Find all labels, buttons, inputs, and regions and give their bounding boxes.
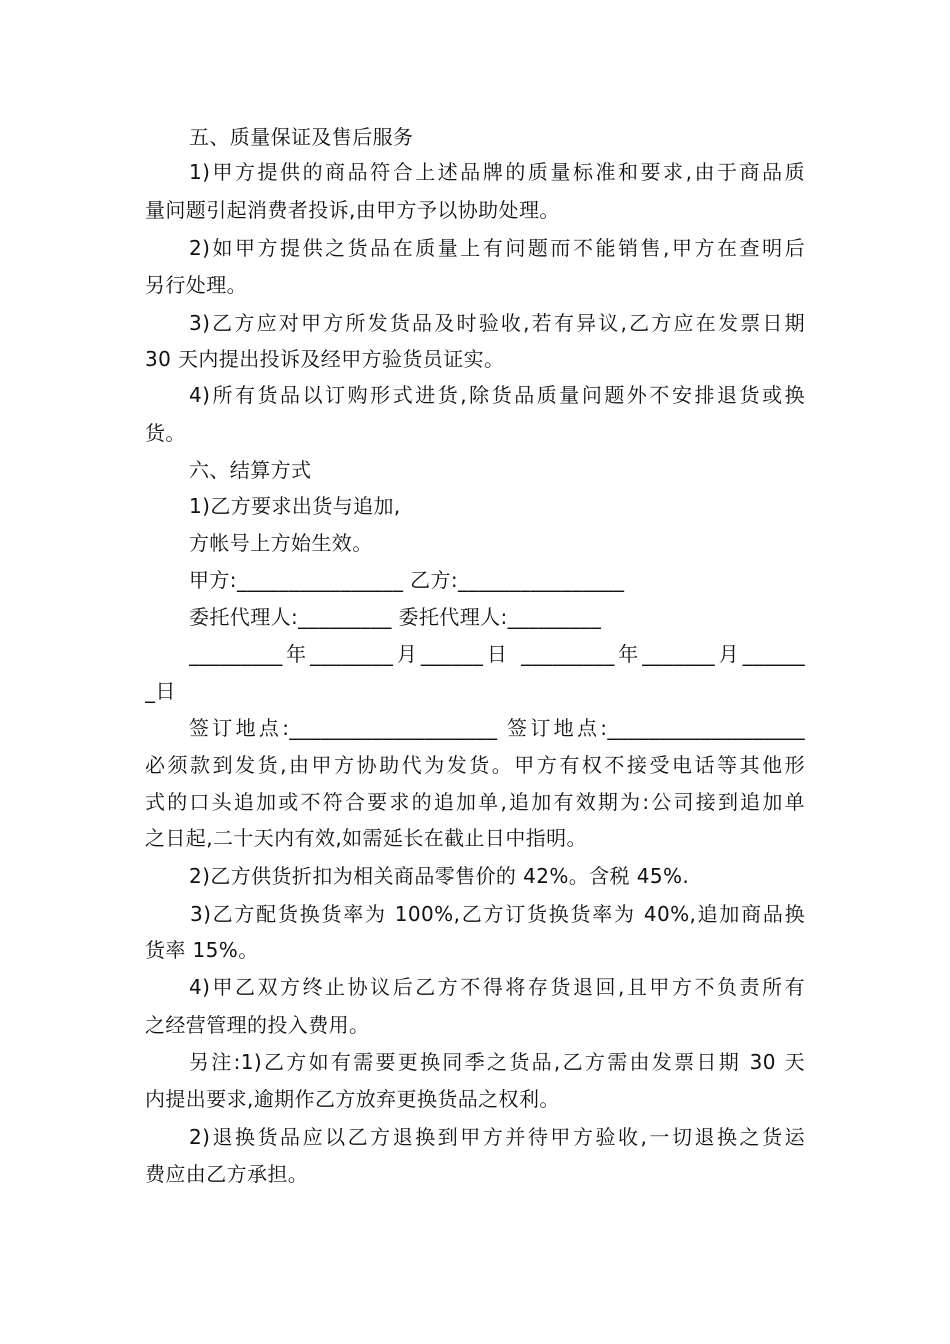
paragraph-line: 3)乙方应对甲方所发货品及时验收,若有异议,乙方应在发票日期 <box>189 311 805 335</box>
signature-place-line: 签订地点:____________________ 签订地点:___________________ <box>189 716 805 740</box>
paragraph-line: 30 天内提出投诉及经甲方验货员证实。 <box>145 347 505 371</box>
paragraph-line: 2)如甲方提供之货品在质量上有问题而不能销售,甲方在查明后 <box>189 236 805 260</box>
signature-date-line: _________年________月______日 _________年_______月______ <box>189 642 805 666</box>
section-heading-quality: 五、质量保证及售后服务 <box>189 125 414 149</box>
paragraph-line: 必须款到发货,由甲方协助代为发货。甲方有权不接受电话等其他形 <box>145 753 805 777</box>
paragraph-line: 量问题引起消费者投诉,由甲方予以协助处理。 <box>145 198 560 222</box>
paragraph-line: 4)甲乙双方终止协议后乙方不得将存货退回,且甲方不负责所有 <box>189 975 805 999</box>
paragraph-line: 货率 15%。 <box>145 938 259 962</box>
paragraph-line: 1)乙方要求出货与追加, <box>189 494 401 518</box>
paragraph-line: 之经营管理的投入费用。 <box>145 1013 370 1037</box>
paragraph-line: 另注:1)乙方如有需要更换同季之货品,乙方需由发票日期 30 天 <box>189 1050 805 1074</box>
signature-agent-line: 委托代理人:_________ 委托代理人:_________ <box>189 605 602 629</box>
paragraph-line: 货。 <box>145 421 186 445</box>
paragraph-line: 式的口头追加或不符合要求的追加单,追加有效期为:公司接到追加单 <box>145 790 805 814</box>
section-heading-settlement: 六、结算方式 <box>189 458 312 482</box>
paragraph-line: 之日起,二十天内有效,如需延长在截止日中指明。 <box>145 826 587 850</box>
signature-party-line: 甲方:________________ 乙方:________________ <box>189 568 625 592</box>
paragraph-line: 2)退换货品应以乙方退换到甲方并待甲方验收,一切退换之货运 <box>189 1125 805 1149</box>
paragraph-line: 3)乙方配货换货率为 100%,乙方订货换货率为 40%,追加商品换 <box>190 902 805 926</box>
paragraph-line: 方帐号上方始生效。 <box>189 531 373 555</box>
signature-date-line-end: _日 <box>145 679 176 703</box>
paragraph-line: 4)所有货品以订购形式进货,除货品质量问题外不安排退货或换 <box>189 383 805 407</box>
paragraph-line: 费应由乙方承担。 <box>145 1162 309 1186</box>
paragraph-line: 1)甲方提供的商品符合上述品牌的质量标准和要求,由于商品质 <box>189 160 805 184</box>
paragraph-line: 2)乙方供货折扣为相关商品零售价的 42%。含税 45%. <box>189 864 690 888</box>
paragraph-line: 内提出要求,逾期作乙方放弃更换货品之权利。 <box>145 1087 560 1111</box>
paragraph-line: 另行处理。 <box>145 273 247 297</box>
